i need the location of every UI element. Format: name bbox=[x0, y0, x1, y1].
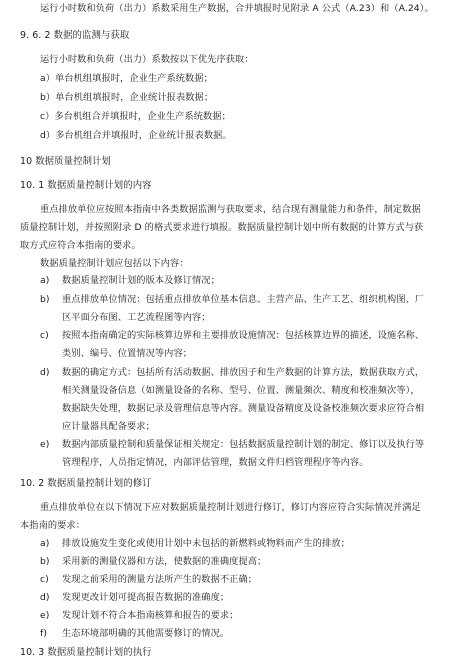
paragraph-line: 本指南的要求： bbox=[20, 520, 86, 531]
list-marker: a) bbox=[40, 538, 50, 549]
list-marker: c) bbox=[40, 574, 49, 585]
list-item-continuation: 区平面分布图、工艺流程图等内容； bbox=[62, 312, 211, 323]
paragraph-line: 数据质量控制计划应包括以下内容： bbox=[40, 258, 189, 269]
list-item: 重点排放单位情况：包括重点排放单位基本信息、主营产品、生产工艺、组织机构图、厂 bbox=[62, 294, 425, 305]
list-item: b）单台机组填报时，企业统计报表数据； bbox=[40, 92, 214, 103]
list-item: 发现之前采用的测量方法所产生的数据不正确； bbox=[62, 574, 258, 585]
list-item: 数据质量控制计划的版本及修订情况； bbox=[62, 275, 220, 286]
list-marker: b) bbox=[40, 556, 50, 567]
list-marker: d) bbox=[40, 367, 50, 378]
paragraph-line: 运行小时数和负荷（出力）系数按以下优先序获取： bbox=[40, 54, 254, 65]
list-marker: e) bbox=[40, 439, 50, 450]
list-marker: e) bbox=[40, 610, 50, 621]
list-item: a）单台机组填报时，企业生产系统数据； bbox=[40, 73, 213, 84]
list-item: 发现计划不符合本指南核算和报告的要求； bbox=[62, 610, 239, 621]
list-marker: f) bbox=[40, 628, 48, 639]
list-item: 生态环境部明确的其他需要修订的情况。 bbox=[62, 628, 230, 639]
list-item-continuation: 管理程序，人员指定情况，内部评估管理，数据文件归档管理程序等内容。 bbox=[62, 457, 369, 468]
list-item: 发现更改计划可提高报告数据的准确度； bbox=[62, 592, 230, 603]
list-marker: b) bbox=[40, 294, 50, 305]
section-heading-10: 10 数据质量控制计划 bbox=[20, 156, 112, 167]
section-heading-9-6-2: 9. 6. 2 数据的监测与获取 bbox=[20, 30, 130, 41]
list-item-continuation: 相关测量设备信息（如测量设备的名称、型号、位置、测量频次、精度和校准频次等）， bbox=[62, 385, 420, 396]
list-marker: d) bbox=[40, 592, 50, 603]
paragraph-line: 重点排放单位应按照本指南中各类数据监测与获取要求，结合现有测量能力和条件，制定数据 bbox=[40, 204, 421, 215]
list-item-continuation: 应计量器具配备要求； bbox=[62, 421, 155, 432]
list-item: c）多台机组合并填报时，企业生产系统数据； bbox=[40, 111, 231, 122]
paragraph-line: 质量控制计划，并按照附录 D 的格式要求进行填报。数据质量控制计划中所有数据的计算方式与获 bbox=[20, 222, 424, 233]
list-item: 数据内部质量控制和质量保证相关规定：包括数据质量控制计划的制定、修订以及执行等 bbox=[62, 439, 425, 450]
list-item: 采用新的测量仪器和方法，使数据的准确度提高； bbox=[62, 556, 267, 567]
section-heading-10-3: 10. 3 数据质量控制计划的执行 bbox=[20, 647, 152, 658]
list-item-continuation: 数据缺失处理，数据记录及管理信息等内容。测量设备精度及设备校准频次要求应符合相 bbox=[62, 403, 425, 414]
list-item: d）多台机组合并填报时，企业统计报表数据。 bbox=[40, 130, 232, 141]
list-item: 按照本指南确定的实际核算边界和主要排放设施情况：包括核算边界的描述，设施名称、 bbox=[62, 330, 425, 341]
list-item: 数据的确定方式：包括所有活动数据、排放因子和生产数据的计算方法，数据获取方式， bbox=[62, 367, 425, 378]
paragraph-line: 运行小时数和负荷（出力）系数采用生产数据，合并填报时见附录 A 公式（A.23）和（A.24）。 bbox=[40, 3, 434, 14]
paragraph-line: 重点排放单位在以下情况下应对数据质量控制计划进行修订，修订内容应符合实际情况并满足 bbox=[40, 502, 421, 513]
paragraph-line: 取方式应符合本指南的要求。 bbox=[20, 240, 141, 251]
list-marker: a) bbox=[40, 275, 50, 286]
section-heading-10-1: 10. 1 数据质量控制计划的内容 bbox=[20, 180, 152, 191]
list-marker: c) bbox=[40, 330, 49, 341]
section-heading-10-2: 10. 2 数据质量控制计划的修订 bbox=[20, 478, 152, 489]
list-item: 排放设施发生变化或使用计划中未包括的新燃料或物料而产生的排放； bbox=[62, 538, 350, 549]
list-item-continuation: 类别、编号、位置情况等内容； bbox=[62, 348, 193, 359]
